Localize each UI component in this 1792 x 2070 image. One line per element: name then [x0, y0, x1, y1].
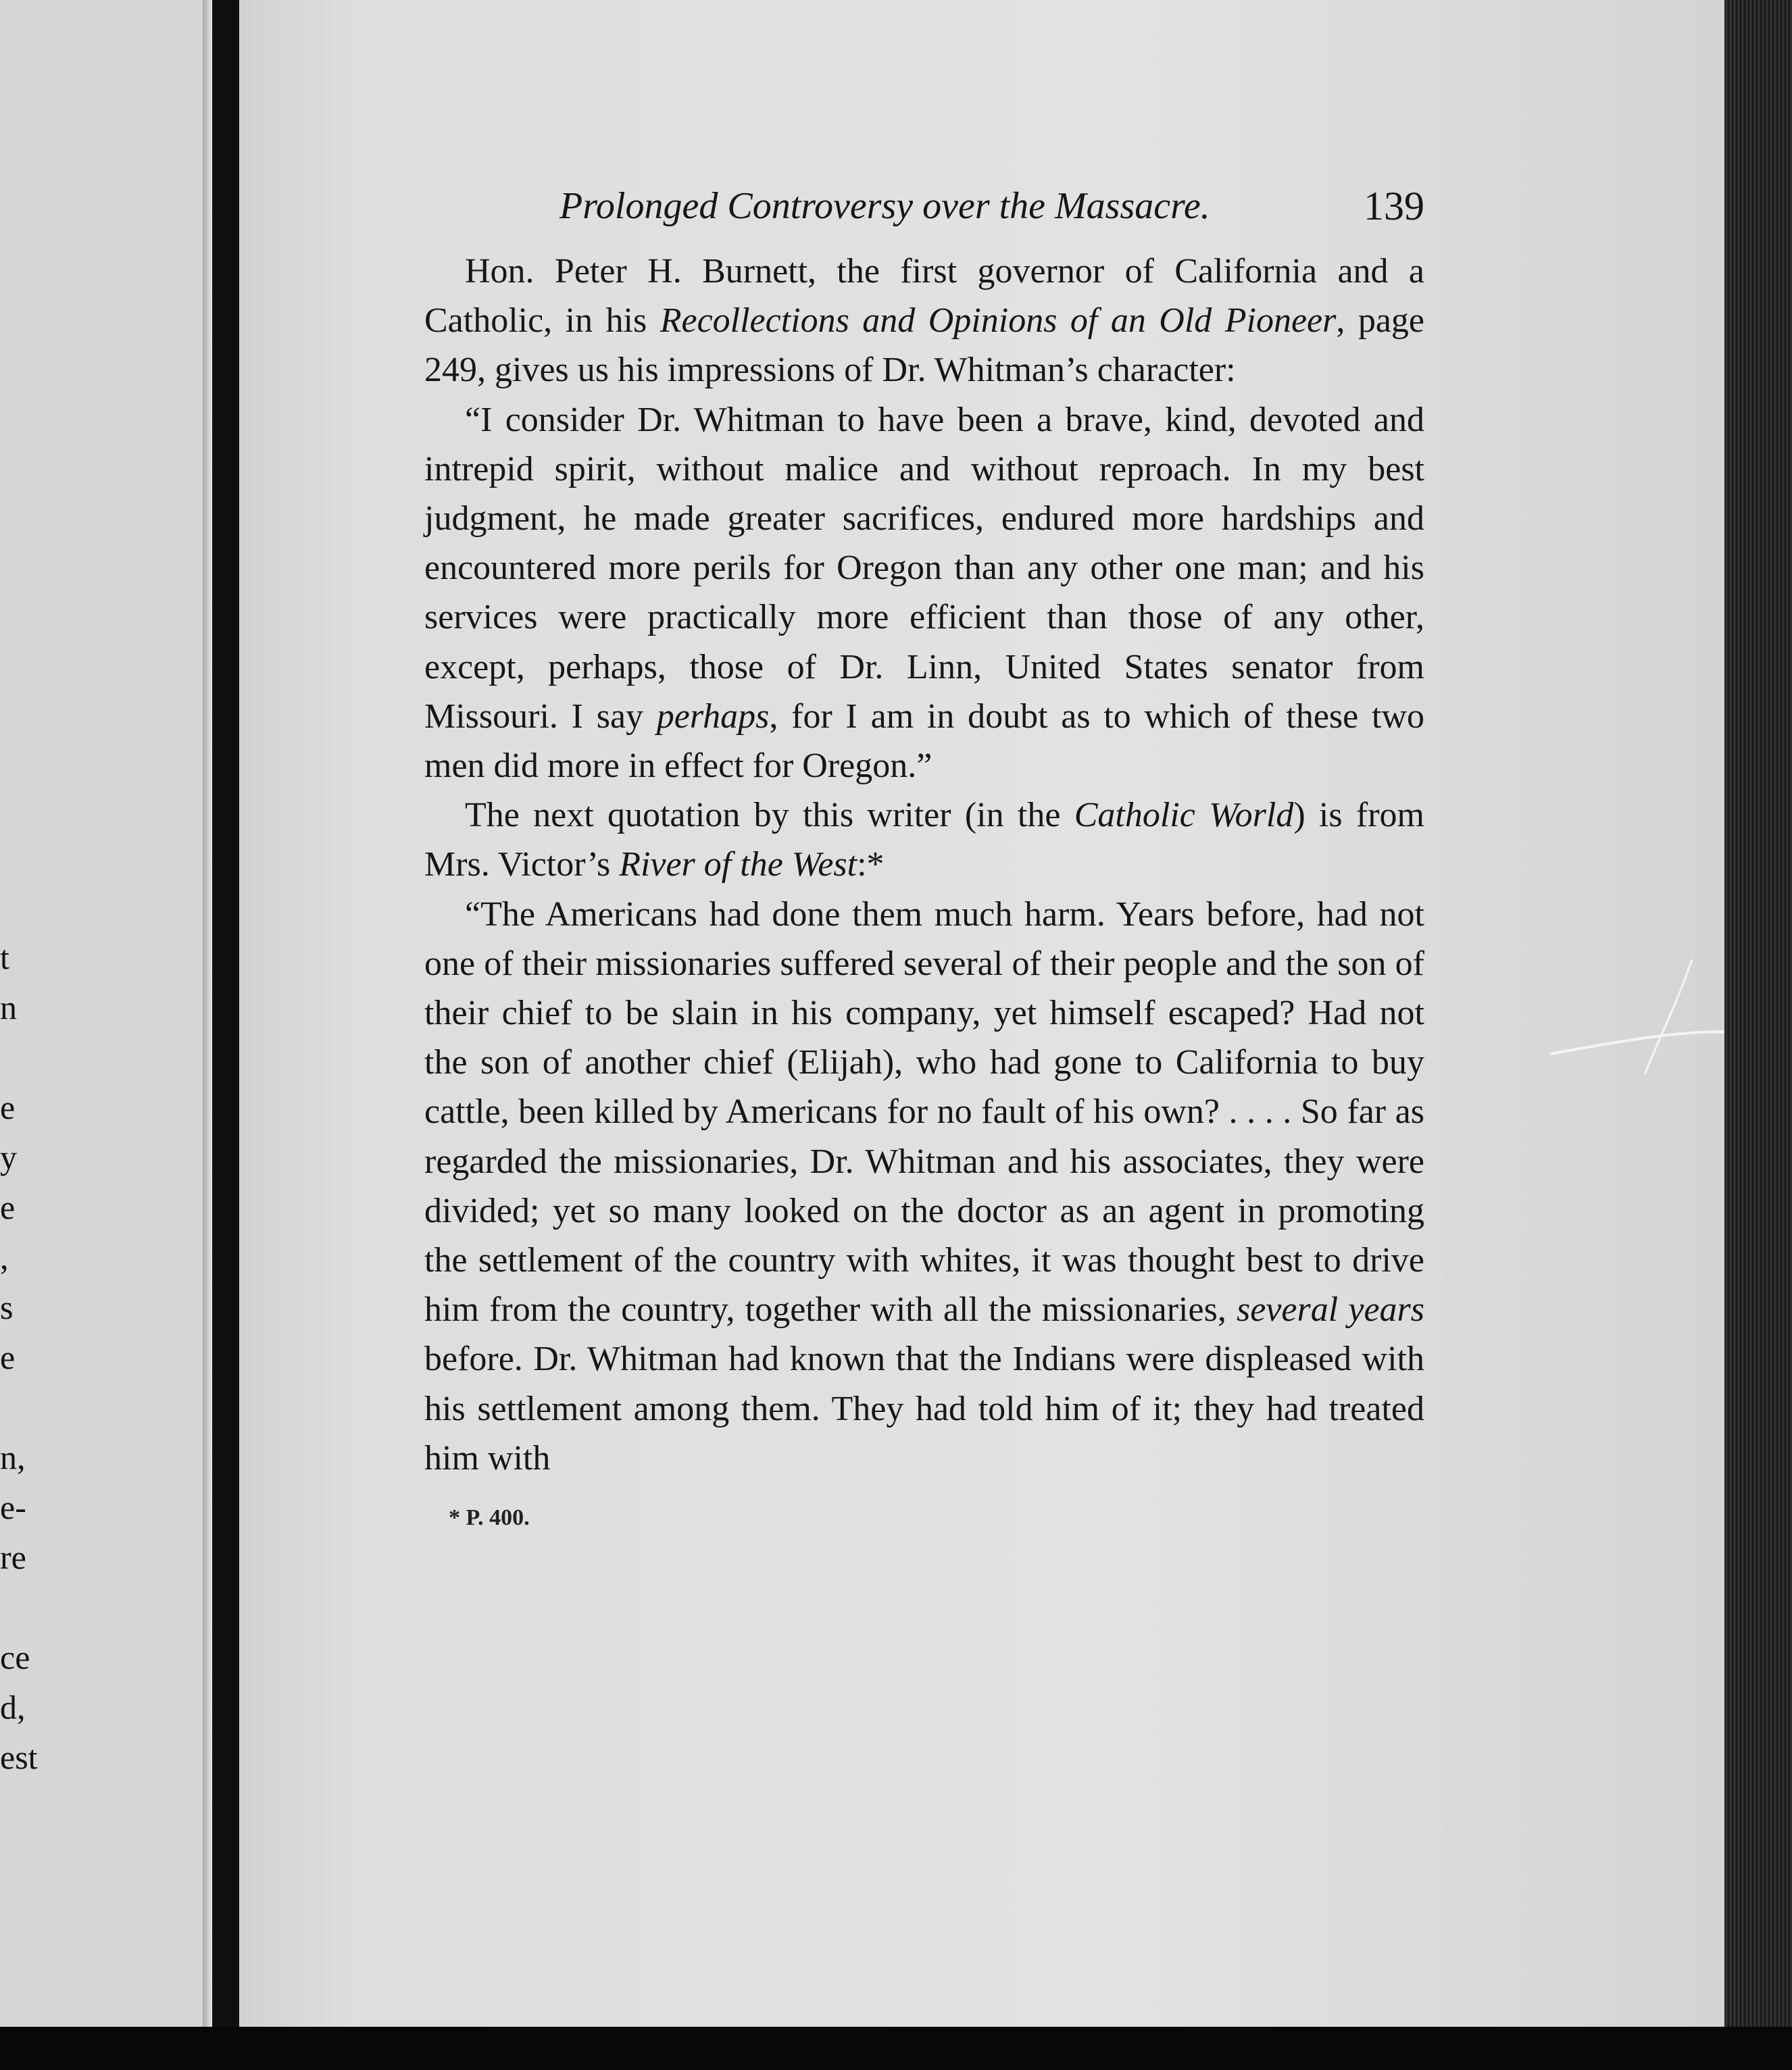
facing-page-fragment — [0, 1032, 41, 1082]
running-head — [424, 172, 1424, 247]
text-run: , for I am in doubt as to which of these two men did more in effect for Oregon.” — [424, 697, 1424, 786]
facing-page-text-fragments — [0, 932, 41, 1782]
facing-page-fragment: ce — [0, 1638, 30, 1676]
facing-page-fragment: t — [0, 938, 9, 976]
page-number: 139 — [1364, 184, 1424, 228]
paragraph — [424, 790, 1424, 889]
facing-page-fragment: e- — [0, 1488, 26, 1526]
facing-page-fragment — [0, 1382, 41, 1432]
facing-page-fragment — [0, 1582, 41, 1632]
facing-page-fragment: n — [0, 988, 17, 1026]
book-page — [239, 0, 1724, 2027]
footnote: * P. 400. — [449, 1505, 530, 1531]
paragraph — [424, 395, 1424, 791]
text-run: “I consider Dr. Whitman to have been a brave, kind, devoted and intrepid spirit, without malice and without reproach. In my best judgment, he made greater sacrifices, endured more hardships and encountered more perils for Oregon than any other one man; and his services were practically more efficient than those of any other, except, perhaps, those of Dr. Linn, United States senator from Missouri. I say — [424, 400, 1424, 736]
italic-title: Catholic World — [1074, 796, 1294, 835]
book-gutter — [212, 0, 239, 2027]
text-run: Hon. Peter H. Burnett, the first governor of California and a Catholic, in his — [424, 252, 1424, 340]
italic-title: River of the West — [619, 845, 857, 884]
facing-page — [0, 0, 203, 2027]
facing-page-fragment: , — [0, 1238, 9, 1276]
facing-page-fragment: n, — [0, 1438, 26, 1476]
facing-page-fragment: s — [0, 1288, 14, 1326]
page-content — [424, 172, 1424, 1534]
facing-page-fragment: y — [0, 1138, 17, 1176]
italic-title: perhaps — [656, 697, 770, 736]
scan-bottom-border — [0, 2027, 1792, 2070]
italic-title: Recollections and Opinions of an Old Pioneer — [659, 301, 1337, 340]
facing-page-fragment: est — [0, 1738, 38, 1776]
text-run: “The Americans had done them much harm. Years before, had not one of their missionaries suffered several of their people and the son of their chief to be slain in his company, yet himself escaped? Had not the son of another chief (Elijah), who had gone to California to buy cattle, been killed by Americans for no fault of his own? . . . . So far as regarded the missionaries, Dr. Whitman and his associates, they were divided; yet so many looked on the doctor as an agent in promoting the settlement of the country with whites, it was thought best to drive him from the country, together with all the missionaries, — [424, 894, 1424, 1330]
text-run: , page 249, gives us his impressions of Dr. Whitman’s character: — [424, 301, 1424, 390]
paragraph — [424, 247, 1424, 395]
text-run: The next quotation by this writer (in the — [465, 796, 1074, 835]
italic-title: several years — [1237, 1290, 1425, 1330]
body-text — [424, 247, 1424, 1483]
text-run: :* — [857, 845, 885, 884]
facing-page-edge — [203, 0, 212, 2027]
facing-page-fragment: e — [0, 1188, 16, 1226]
facing-page-fragment: re — [0, 1538, 26, 1576]
text-run: before. Dr. Whitman had known that the Indians were displeased with his settlement among them. They had told him of it; they had treated him with — [424, 1340, 1424, 1478]
page-stack-edge — [1724, 0, 1792, 2070]
facing-page-fragment: e — [0, 1338, 16, 1376]
facing-page-fragment: d, — [0, 1688, 26, 1726]
running-head-title: Prolonged Controversy over the Massacre. — [559, 185, 1210, 227]
text-run: ) is from Mrs. Victor’s — [424, 796, 1424, 884]
paragraph — [424, 890, 1424, 1483]
facing-page-fragment: e — [0, 1088, 16, 1126]
